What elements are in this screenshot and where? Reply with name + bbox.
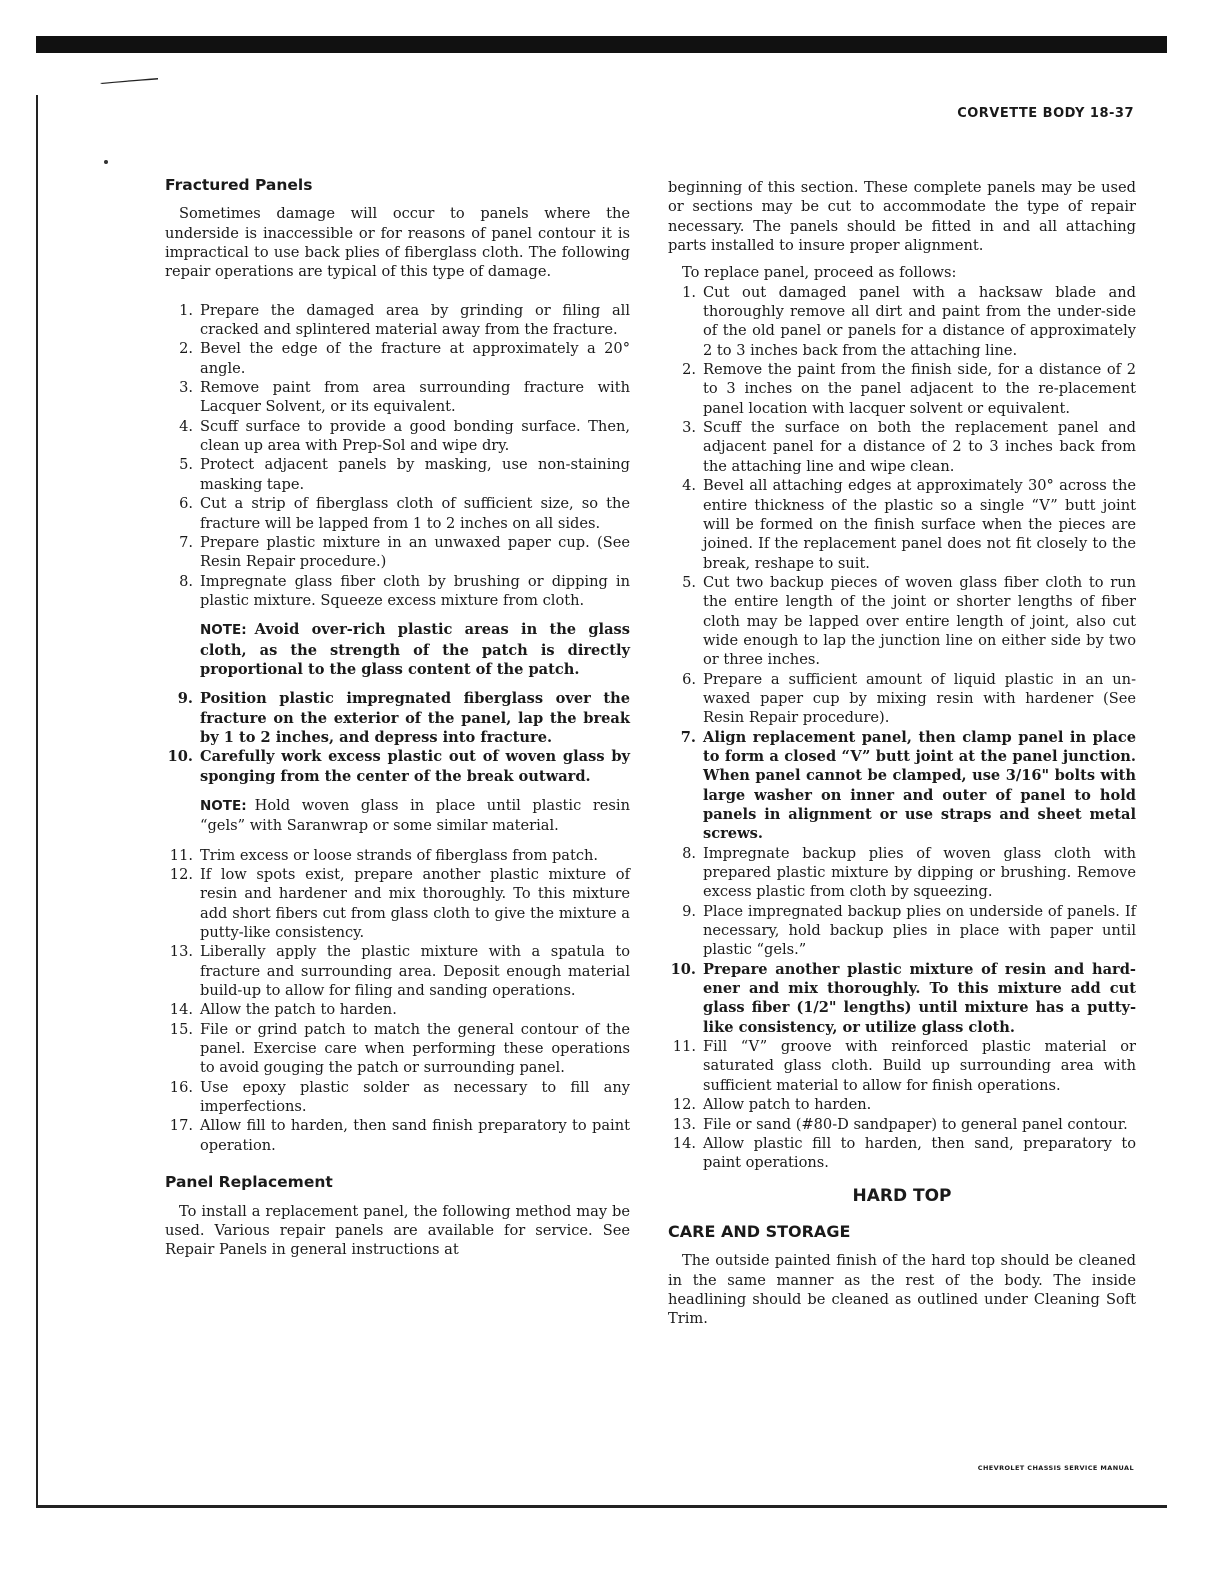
step-item: 9. Place impregnated backup plies on underside of panels. If necessary, hold backup plies in place with paper until plastic “gels.” [682, 902, 1136, 959]
footer-manual-title: CHEVROLET CHASSIS SERVICE MANUAL [977, 1464, 1134, 1472]
step-item: 2. Bevel the edge of the fracture at approximately a 20° angle. [179, 340, 630, 377]
scan-dot [104, 160, 108, 164]
step-item: 13. File or sand (#80-D sandpaper) to general panel contour. [672, 1115, 1128, 1133]
step-item: 2. Remove the paint from the finish side, for a distance of 2 to 3 inches on the panel adjacent to the re-placement panel location with lacquer solvent or equivalent. [682, 361, 1136, 417]
fractured-panels-heading: Fractured Panels [165, 176, 313, 194]
step-item: 15. File or grind patch to match the general contour of the panel. Exercise care when performing these operations to avoid gouging the patch or surrounding panel. [169, 1020, 630, 1077]
step-item: 5. Protect adjacent panels by masking, use non-staining masking tape. [179, 456, 630, 493]
step-item: 16. Use epoxy plastic solder as necessary to fill any imperfections. [169, 1078, 630, 1116]
care-and-storage-text: The outside painted finish of the hard top should be cleaned in the same manner as the rest of the body. The inside headlining should be cleaned as outlined under Cleaning Soft Trim. [668, 1252, 1136, 1328]
step-item: 4. Bevel all attaching edges at approximately 30° across the entire thickness of the plastic so a single “V” butt joint will be formed on the finish surface when the pieces are joined. If the replacement panel does not fit closely to the break, reshape to suit. [682, 477, 1136, 572]
replacement-continuation: beginning of this section. These complete panels may be used or sections may be cut to accommodate the type of repair necessary. The panels should be fitted in and all attaching parts installed to insure proper alignment. [668, 179, 1136, 255]
step-item: 12. Allow patch to harden. [672, 1096, 872, 1114]
top-rule-bar [36, 36, 1167, 53]
replacement-lead: To replace panel, proceed as follows: [682, 264, 957, 282]
step-item: 11. Fill “V” groove with reinforced plastic material or saturated glass cloth. Build up surrounding area with sufficient material to allow for finish operations. [672, 1038, 1136, 1094]
note-block [165, 796, 630, 836]
fractured-intro: Sometimes damage will occur to panels where the underside is inaccessible or for reasons of panel contour it is impractical to use back plies of fiberglass cloth. The following repair operations are typical of this type of damage. [165, 205, 630, 281]
left-margin-rule [36, 95, 38, 1508]
step-item: 6. Prepare a sufficient amount of liquid plastic in an un-waxed paper cup by mixing resin with hardener (See Resin Repair procedure). [682, 670, 1136, 727]
note-label: NOTE: [200, 797, 247, 814]
step-item: 8. Impregnate backup plies of woven glass cloth with prepared plastic mixture by dipping or brushing. Remove excess plastic from cloth by squeezing. [682, 844, 1136, 901]
step-item: 6. Cut a strip of fiberglass cloth of sufficient size, so the fracture will be lapped from 1 to 2 inches on all sides. [179, 495, 630, 532]
note-text: Hold woven glass in place until plastic resin “gels” with Saranwrap or some similar material. [200, 796, 630, 835]
bottom-rule [36, 1505, 1167, 1508]
step-item: 7. Prepare plastic mixture in an unwaxed paper cup. (See Resin Repair procedure.) [179, 533, 630, 571]
step-item: 10. Carefully work excess plastic out of woven glass by sponging from the center of the break outward. [167, 748, 630, 785]
scan-mark [100, 78, 158, 84]
note-block [165, 620, 630, 679]
replacement-steps-list [668, 283, 1136, 1173]
fractured-steps-list [165, 301, 630, 611]
step-item: 11. Trim excess or loose strands of fiberglass from patch. [169, 846, 599, 864]
step-item: 17. Allow fill to harden, then sand finish preparatory to paint operation. [169, 1117, 630, 1154]
note-text: Avoid over-rich plastic areas in the glass cloth, as the strength of the patch is directly proportional to the glass content of the patch. [200, 621, 630, 678]
step-item: 1. Cut out damaged panel with a hacksaw blade and thoroughly remove all dirt and paint from the under-side of the old panel or panels for a distance of approximately 2 to 3 inches back from the attaching line. [682, 283, 1136, 359]
step-item: 5. Cut two backup pieces of woven glass fiber cloth to run the entire length of the joint or shorter lengths of fiber cloth may be lapped over entire length of joint, also cut wide enough to lap the junction line on either side by two or three inches. [682, 573, 1136, 669]
panel-replacement-heading: Panel Replacement [165, 1173, 333, 1192]
running-head: CORVETTE BODY 18-37 [957, 106, 1134, 121]
step-item: 1. Prepare the damaged area by grinding or filing all cracked and splintered material away from the fracture. [179, 301, 630, 339]
panel-replacement-intro: To install a replacement panel, the following method may be used. Various repair panels are available for service. See Repair Panels in general instructions at [165, 1202, 630, 1259]
fractured-steps-list-2 [165, 689, 630, 786]
step-item: 13. Liberally apply the plastic mixture with a spatula to fracture and surrounding area. Deposit enough material build-up to allow for filing and sanding operations. [169, 943, 630, 1000]
hard-top-heading: HARD TOP [852, 1185, 952, 1206]
step-item: 14. Allow the patch to harden. [169, 1001, 397, 1019]
step-item: 7. Align replacement panel, then clamp panel in place to form a closed “V” butt joint at the panel junction. When panel cannot be clamped, use 3/16" bolts with large washer on inner and outer of panel to hold panels in alignment or use straps and sheet metal screws. [680, 728, 1136, 843]
left-column [165, 176, 630, 1260]
step-item: 4. Scuff surface to provide a good bonding surface. Then, clean up area with Prep-Sol and wipe dry. [179, 417, 630, 455]
step-item: 12. If low spots exist, prepare another plastic mixture of resin and hardener and mix thoroughly. To this mixture add short fibers cut from glass cloth to give the mixture a putty-like consistency. [169, 866, 630, 942]
step-item: 14. Allow plastic fill to harden, then sand, preparatory to paint operations. [672, 1134, 1136, 1172]
step-item: 3. Scuff the surface on both the replacement panel and adjacent panel for a distance of 2 to 3 inches back from the attaching line and wipe clean. [682, 419, 1136, 475]
step-item: 3. Remove paint from area surrounding fracture with Lacquer Solvent, or its equivalent. [179, 379, 630, 416]
fractured-steps-list-3 [165, 846, 630, 1156]
step-item: 9. Position plastic impregnated fiberglass over the fracture on the exterior of the panel, lap the break by 1 to 2 inches, and depress into fracture. [177, 690, 630, 746]
note-label: NOTE: [200, 622, 247, 639]
step-item: 10. Prepare another plastic mixture of resin and hard-ener and mix thoroughly. To this mixture add cut glass fiber (1/2" lengths) until mixture has a putty-like consistency, or utilize glass cloth. [670, 960, 1136, 1036]
right-column [668, 178, 1136, 1329]
step-item: 8. Impregnate glass fiber cloth by brushing or dipping in plastic mixture. Squeeze excess mixture from cloth. [179, 572, 630, 609]
care-and-storage-heading: CARE AND STORAGE [668, 1221, 851, 1241]
